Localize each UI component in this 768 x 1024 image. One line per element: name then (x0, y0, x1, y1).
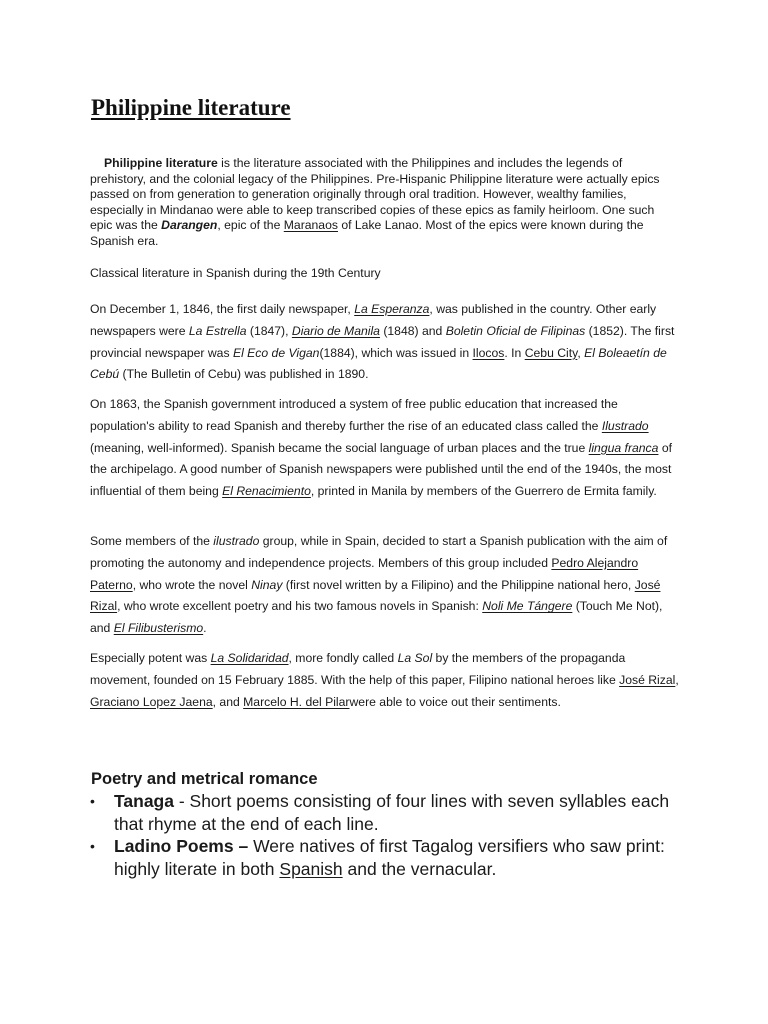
paragraph-text: , and (212, 694, 244, 709)
boletin-oficial-title: Boletin Oficial de Filipinas (445, 323, 586, 338)
paragraph-text: , (675, 672, 679, 687)
intro-text: of Lake Lanao. Most of the epics were known during the Spanish era. (90, 218, 644, 248)
list-item-term: Tanaga (114, 791, 174, 811)
intro-text: is the literature associated with the Philippines and includes the legends of prehistory, and the colonial legacy of the Philippines. Pre-Hispanic Philippine literature were actually epics passed on from generation to generation originally through oral tradition. However, wealthy families, especially in Mindanao were able to keep transcribed copies of these epics as family heirloom. One such epic was the (90, 156, 660, 232)
bullet-icon: • (90, 838, 95, 854)
el-filibusterismo-link[interactable]: El Filibusterismo (113, 621, 204, 636)
paragraph-text: , was published in the country. Other early newspapers were (90, 302, 657, 338)
paragraph-text: of the archipelago. A good number of Spanish newspapers were published until the end of the 1940s, the most influential of them being (90, 440, 672, 499)
poetry-heading: Poetry and metrical romance (91, 770, 318, 788)
paragraph-text: , printed in Manila by members of the Guerrero de Ermita family. (310, 484, 657, 499)
el-renacimiento-link[interactable]: El Renacimiento (222, 484, 311, 499)
list-item-term: Ladino Poems – (114, 836, 249, 856)
ninay-title: Ninay (251, 577, 283, 592)
la-estrella-title: La Estrella (188, 323, 247, 338)
paragraph-text: by the members of the propaganda movement, founded on 15 February 1885. With the help of this paper, Filipino national heroes like (90, 651, 626, 687)
section-heading: Classical literature in Spanish during the 19th Century (90, 266, 381, 280)
jose-rizal-link[interactable]: José Rizal (619, 672, 676, 687)
diario-de-manila-link[interactable]: Diario de Manila (291, 323, 380, 338)
paragraph-text: (The Bulletin of Cebu) was published in 1890. (119, 367, 369, 382)
paragraph-text: On December 1, 1846, the first daily newspaper, (90, 302, 355, 316)
maranaos-link[interactable]: Maranaos (283, 218, 338, 232)
cebu-city-link[interactable]: Cebu City (524, 345, 578, 360)
paragraph-text: On 1863, the Spanish government introduced a system of free public education that increased the population's ability to read Spanish and thereby further the rise of an educated class called the (90, 397, 618, 433)
intro-text: , epic of the (217, 218, 284, 232)
paragraph-text: (1852). The first provincial newspaper was (90, 323, 675, 360)
paragraph-newspapers (90, 299, 685, 386)
bullet-icon: • (90, 793, 95, 809)
paragraph-text: . (203, 621, 207, 636)
marcelo-del-pilar-link[interactable]: Marcelo H. del Pilar (243, 694, 350, 709)
page-title: Philippine literature (91, 95, 291, 120)
paragraph-text: (1847), (246, 323, 292, 338)
paragraph-text: , more fondly called (288, 651, 398, 665)
ilustrado-link[interactable]: Ilustrado (601, 418, 649, 433)
paragraph-text: Especially potent was (90, 651, 211, 665)
lingua-franca-link[interactable]: lingua franca (588, 440, 659, 455)
ilocos-link[interactable]: Ilocos (472, 345, 505, 360)
paragraph-text: Some members of the (90, 534, 214, 548)
paragraph-text: group, while in Spain, decided to start a Spanish publication with the aim of promoting the autonomy and independence projects. Members of this group included (90, 534, 668, 570)
paragraph-text: (1884), which was issued in (319, 345, 473, 360)
ilustrado-term: ilustrado (213, 534, 260, 548)
graciano-lopez-jaena-link[interactable]: Graciano Lopez Jaena (90, 694, 213, 709)
list-item (90, 790, 690, 835)
la-solidaridad-link[interactable]: La Solidaridad (210, 651, 289, 665)
jose-rizal-link[interactable]: José Rizal (90, 577, 661, 614)
poetry-list (90, 790, 690, 880)
noli-me-tangere-link[interactable]: Noli Me Tángere (482, 599, 573, 614)
paragraph-text: , (577, 345, 585, 360)
la-esperanza-link[interactable]: La Esperanza (354, 302, 430, 316)
intro-term: Philippine literature (104, 156, 218, 170)
list-item-text: and the vernacular. (342, 858, 497, 879)
list-item-text: Were natives of first Tagalog versifiers who saw print: highly literate in both (114, 836, 665, 879)
la-sol-term: La Sol (397, 651, 433, 665)
paragraph-ilustrado (90, 531, 685, 640)
paragraph-text: , who wrote the novel (132, 577, 252, 592)
pedro-paterno-link[interactable]: Pedro Alejandro Paterno (90, 555, 639, 592)
paragraph-text: , who wrote excellent poetry and his two famous novels in Spanish: (117, 599, 483, 614)
paragraph-solidaridad (90, 648, 685, 713)
paragraph-text: (first novel written by a Filipino) and the Philippine national hero, (282, 577, 635, 592)
darangen-term: Darangen (161, 218, 218, 232)
el-boleaetin-title: El Boleaetín de Cebú (90, 345, 667, 382)
spanish-link[interactable]: Spanish (279, 858, 343, 879)
paragraph-text: . In (504, 345, 525, 360)
paragraph-education (90, 394, 685, 503)
paragraph-text: were able to voice out their sentiments. (349, 694, 561, 709)
paragraph-text: (Touch Me Not), and (90, 599, 663, 636)
list-item-text: - Short poems consisting of four lines with seven syllables each that rhyme at the end of each line. (114, 791, 670, 834)
list-item (90, 835, 690, 880)
paragraph-text: (1848) and (379, 323, 446, 338)
intro-paragraph (90, 156, 680, 249)
el-eco-de-vigan-title: El Eco de Vigan (232, 345, 320, 360)
paragraph-text: (meaning, well-informed). Spanish became the social language of urban places and the true (90, 440, 589, 455)
